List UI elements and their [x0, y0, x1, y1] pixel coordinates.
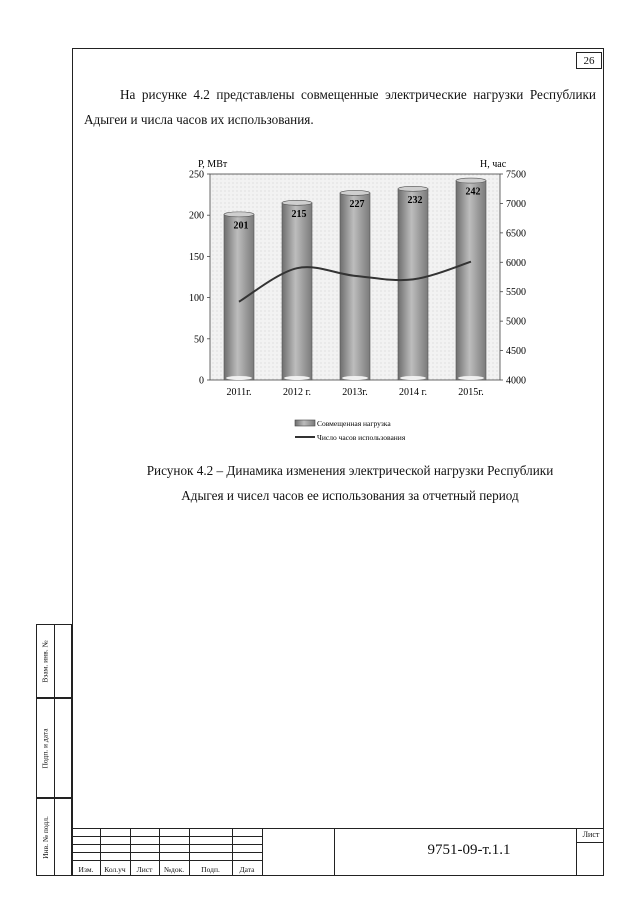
intro-text: На рисунке 4.2 представлены совмещенные электрические нагрузки Республики Адыгеи и числа часов их использования.	[84, 87, 596, 127]
left-tick-label: 100	[189, 293, 204, 305]
left-tick-label: 200	[189, 210, 204, 222]
x-tick-label: 2014 г.	[399, 387, 427, 398]
bar-data-label: 242	[465, 186, 481, 198]
bar-data-label: 201	[233, 220, 249, 232]
tb-header-sheet: Лист	[136, 865, 153, 874]
tb-header-count: Кол.уч	[104, 865, 126, 874]
tb-header-signature: Подп.	[201, 865, 220, 874]
tb-header-docnum: №док.	[163, 865, 185, 874]
legend-bar-swatch	[295, 420, 315, 426]
bar-data-label: 232	[407, 194, 423, 206]
right-tick-label: 7500	[506, 169, 526, 181]
tb-header-change: Изм.	[78, 865, 94, 874]
intro-paragraph	[84, 82, 596, 132]
bar-data-label: 227	[349, 198, 365, 210]
bar-base-highlight	[458, 376, 484, 380]
left-axis-label: Р, МВт	[198, 159, 228, 170]
sheet-label: Лист	[582, 830, 600, 839]
right-tick-label: 5500	[506, 287, 526, 299]
caption-line-1: Рисунок 4.2 – Динамика изменения электрической нагрузки Республики	[146, 463, 554, 478]
bar-base-highlight	[226, 376, 252, 380]
bar-base-highlight	[342, 376, 368, 380]
side-cell-replace	[36, 624, 72, 698]
bar-data-label: 215	[291, 208, 307, 220]
figure-caption	[100, 458, 600, 508]
bar-cap	[282, 200, 312, 205]
x-tick-label: 2011г.	[226, 387, 252, 398]
bar	[456, 181, 486, 380]
bar-cap	[398, 186, 428, 191]
right-axis	[500, 170, 526, 387]
left-tick-label: 150	[189, 251, 204, 263]
left-tick-label: 50	[194, 334, 204, 346]
side-label-replace: Взам. инв. №	[41, 639, 51, 683]
right-tick-label: 5000	[506, 316, 526, 328]
right-tick-label: 6500	[506, 228, 526, 240]
document-code: 9751-09-т.1.1	[427, 842, 511, 858]
bar-cap	[456, 178, 486, 183]
x-tick-label: 2015г.	[458, 387, 484, 398]
chart-svg	[180, 150, 540, 450]
x-tick-label: 2012 г.	[283, 387, 311, 398]
bar	[224, 214, 254, 380]
bar-base-highlight	[284, 376, 310, 380]
bar	[282, 203, 312, 380]
x-axis	[226, 387, 483, 398]
bar	[398, 189, 428, 380]
legend	[295, 419, 406, 442]
right-tick-label: 4500	[506, 346, 526, 358]
bar-cap	[340, 190, 370, 195]
right-tick-label: 6000	[506, 257, 526, 269]
side-label-original: Инв. № подл.	[41, 815, 51, 859]
side-stamp	[36, 624, 72, 876]
side-cell-original	[36, 798, 72, 876]
chart	[180, 150, 540, 450]
bar	[340, 193, 370, 380]
legend-bar-label: Совмещенная нагрузка	[317, 419, 391, 428]
right-axis-label: Н, час	[480, 159, 507, 170]
bar-cap	[224, 212, 254, 217]
side-label-sign: Подп. и дата	[41, 727, 51, 769]
left-tick-label: 250	[189, 169, 204, 181]
x-tick-label: 2013г.	[342, 387, 368, 398]
page-number: 26	[576, 52, 602, 69]
right-tick-label: 4000	[506, 375, 526, 387]
tb-header-date: Дата	[239, 865, 255, 874]
caption-line-2: Адыгея и чисел часов ее использования за отчетный период	[181, 488, 519, 503]
left-axis	[189, 170, 210, 387]
right-tick-label: 7000	[506, 198, 526, 210]
left-tick-label: 0	[199, 375, 204, 387]
bar-base-highlight	[400, 376, 426, 380]
legend-line-label: Число часов использования	[317, 433, 406, 442]
side-cell-sign	[36, 698, 72, 798]
title-block	[72, 828, 604, 876]
